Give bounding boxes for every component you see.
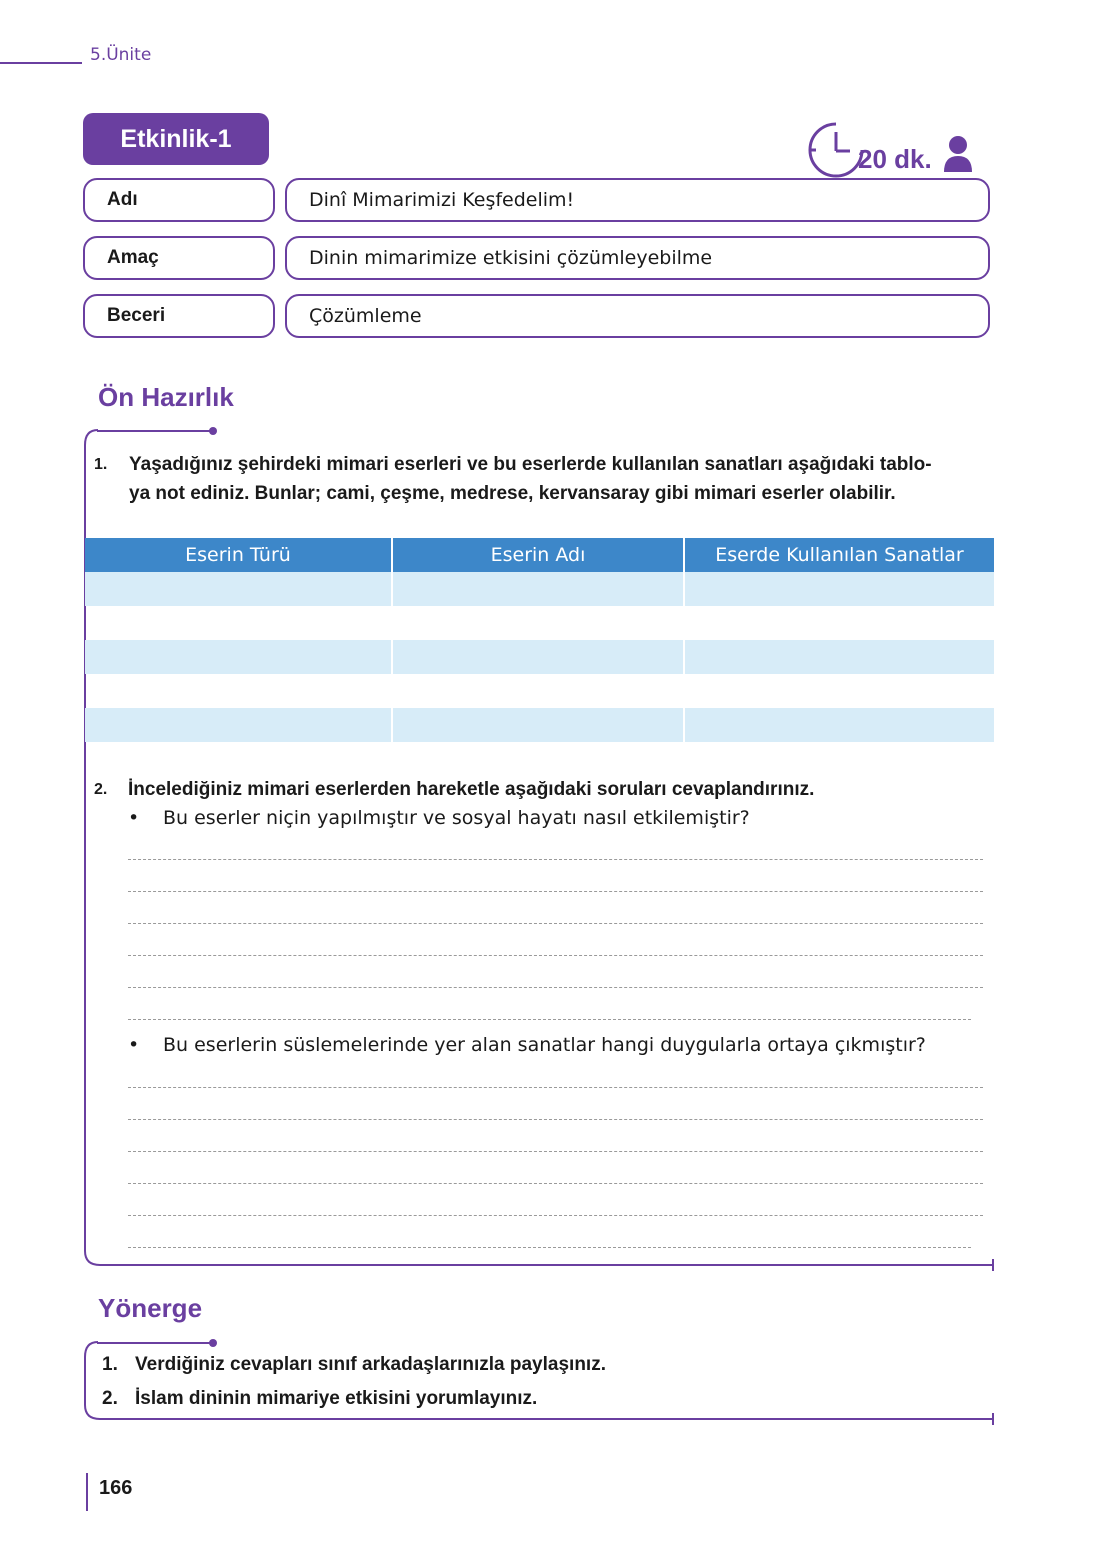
answer-line[interactable] bbox=[128, 1151, 983, 1152]
question-number: 2. bbox=[94, 781, 108, 798]
person-icon bbox=[942, 134, 974, 174]
unit-label: 5.Ünite bbox=[90, 45, 152, 65]
page-number-rule bbox=[86, 1473, 88, 1511]
answer-line[interactable] bbox=[128, 859, 983, 860]
info-value-aim: Dinin mimarimize etkisini çözümleyebilme bbox=[285, 236, 990, 280]
section-title-prep: Ön Hazırlık bbox=[98, 382, 234, 412]
answer-line[interactable] bbox=[128, 955, 983, 956]
table-cell[interactable] bbox=[392, 708, 684, 742]
instruction-number: 1. bbox=[102, 1354, 118, 1375]
duration-text: 20 dk. bbox=[858, 144, 932, 174]
answer-line[interactable] bbox=[128, 1019, 971, 1020]
unit-rule bbox=[0, 62, 82, 64]
table-cell[interactable] bbox=[85, 572, 392, 606]
table-cell[interactable] bbox=[85, 674, 392, 708]
works-table bbox=[85, 538, 994, 742]
info-value-skill: Çözümleme bbox=[285, 294, 990, 338]
table-row bbox=[85, 708, 994, 742]
table-header-cell: Eserin Adı bbox=[392, 538, 684, 572]
instruction-2: İslam dininin mimariye etkisini yorumlayınız. bbox=[135, 1388, 538, 1409]
clock-icon bbox=[806, 120, 866, 180]
answer-line[interactable] bbox=[128, 1247, 971, 1248]
table-cell[interactable] bbox=[392, 640, 684, 674]
table-cell[interactable] bbox=[684, 572, 994, 606]
answer-line[interactable] bbox=[128, 1183, 983, 1184]
table-row bbox=[85, 640, 994, 674]
answer-line[interactable] bbox=[128, 891, 983, 892]
table-cell[interactable] bbox=[684, 674, 994, 708]
table-row bbox=[85, 606, 994, 640]
duration-indicator bbox=[806, 120, 976, 180]
instruction-number: 2. bbox=[102, 1388, 118, 1409]
answer-line[interactable] bbox=[128, 987, 983, 988]
question-1-line-2: ya not ediniz. Bunlar; cami, çeşme, medrese, kervansaray gibi mimari eserler olabilir. bbox=[129, 483, 896, 504]
table-cell[interactable] bbox=[392, 572, 684, 606]
question-number: 1. bbox=[94, 456, 108, 473]
page-number: 166 bbox=[99, 1477, 133, 1499]
info-label-name: Adı bbox=[83, 178, 275, 222]
table-cell[interactable] bbox=[684, 640, 994, 674]
answer-line[interactable] bbox=[128, 1119, 983, 1120]
sub-question-2: Bu eserlerin süslemelerinde yer alan sanatlar hangi duygularla ortaya çıkmıştır? bbox=[163, 1034, 926, 1056]
bullet: • bbox=[128, 1034, 140, 1056]
table-cell[interactable] bbox=[85, 640, 392, 674]
section-title-instructions: Yönerge bbox=[98, 1293, 203, 1323]
table-cell[interactable] bbox=[85, 606, 392, 640]
table-row bbox=[85, 674, 994, 708]
table-header-row bbox=[85, 538, 994, 572]
table-cell[interactable] bbox=[684, 606, 994, 640]
info-label-skill: Beceri bbox=[83, 294, 275, 338]
bullet: • bbox=[128, 807, 140, 829]
instruction-1: Verdiğiniz cevapları sınıf arkadaşlarınızla paylaşınız. bbox=[135, 1354, 606, 1375]
table-cell[interactable] bbox=[392, 674, 684, 708]
table-header-cell: Eserin Türü bbox=[85, 538, 392, 572]
sub-question-1: Bu eserler niçin yapılmıştır ve sosyal hayatı nasıl etkilemiştir? bbox=[163, 807, 750, 829]
question-1-line-1: Yaşadığınız şehirdeki mimari eserleri ve bu eserlerde kullanılan sanatları aşağıdaki tablo- bbox=[129, 454, 932, 475]
answer-line[interactable] bbox=[128, 923, 983, 924]
table-cell[interactable] bbox=[85, 708, 392, 742]
table-header-cell: Eserde Kullanılan Sanatlar bbox=[684, 538, 994, 572]
answer-line[interactable] bbox=[128, 1087, 983, 1088]
answer-line[interactable] bbox=[128, 1215, 983, 1216]
table-row bbox=[85, 572, 994, 606]
question-2-text: İncelediğiniz mimari eserlerden hareketle aşağıdaki soruları cevaplandırınız. bbox=[128, 779, 815, 800]
activity-badge: Etkinlik-1 bbox=[83, 113, 269, 165]
info-label-aim: Amaç bbox=[83, 236, 275, 280]
table-cell[interactable] bbox=[392, 606, 684, 640]
info-value-name: Dinî Mimarimizi Keşfedelim! bbox=[285, 178, 990, 222]
table-cell[interactable] bbox=[684, 708, 994, 742]
